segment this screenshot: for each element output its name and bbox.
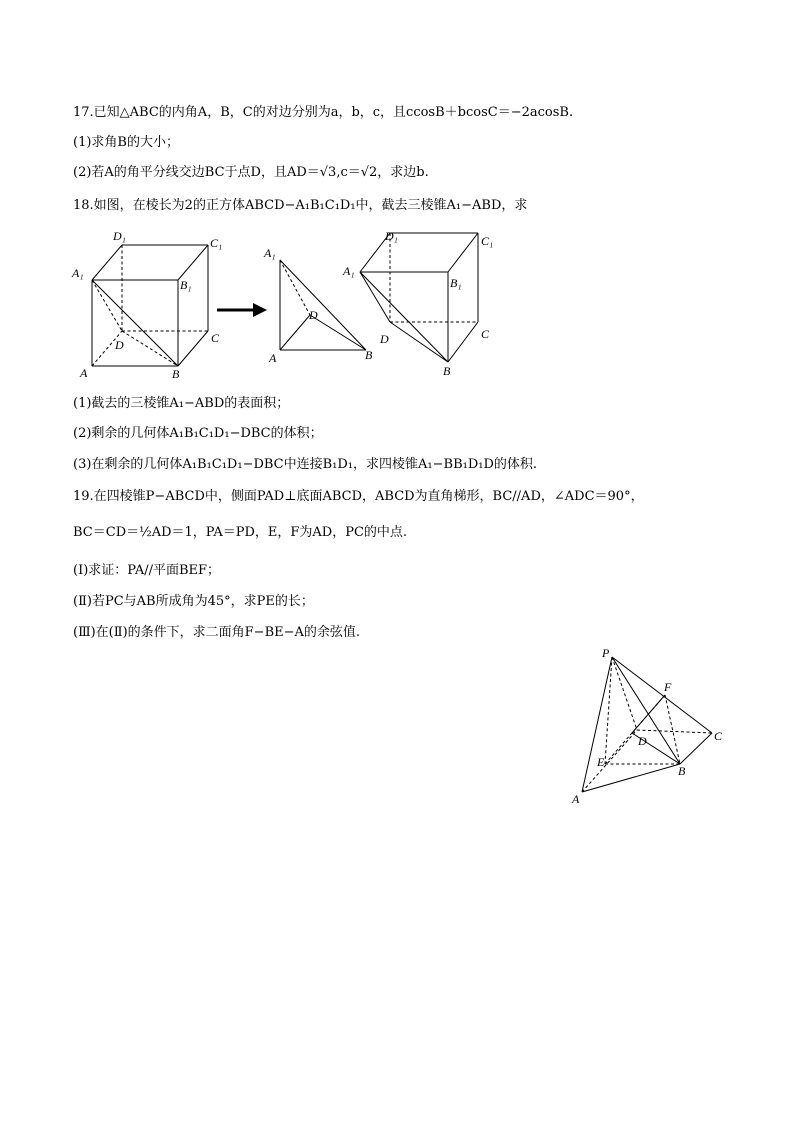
problem-19-part-1: (Ⅰ)求证：PA//平面BEF； [73,563,221,578]
label-d: D [115,338,124,352]
label-a1: A₁ [72,266,84,280]
problem-19-statement: 19.在四棱锥P−ABCD中，侧面PAD⊥底面ABCD，ABCD为直角梯形，BC//AD，∠ADC＝90°， [73,489,644,504]
label-e: E [597,755,605,769]
label-b: B [365,348,373,362]
label-d: D [638,734,647,748]
label-c: C [211,331,220,345]
problem-17-part-1: (1)求角B的大小； [73,135,179,150]
problem-18-part-2: (2)剩余的几何体A₁B₁C₁D₁−DBC的体积； [73,426,323,441]
remaining-solid-figure [340,225,500,380]
label-f: F [664,680,672,694]
cube-figure [70,225,230,380]
label-b: B [443,364,451,378]
label-a: A [572,792,580,806]
label-d1: D₁ [113,229,126,243]
label-c: C [714,729,723,743]
label-a: A [80,366,88,380]
label-a1: A₁ [343,264,355,278]
label-a1: A₁ [264,246,276,260]
problem-18-part-3: (3)在剩余的几何体A₁B₁C₁D₁−DBC中连接B₁D₁，求四棱锥A₁−BB₁D₁D的体积. [73,457,538,472]
label-d: D [309,308,318,322]
problem-19-part-3: (Ⅲ)在(Ⅱ)的条件下，求二面角F−BE−A的余弦值. [73,625,361,640]
label-b1: B₁ [450,276,462,290]
problem-18-statement: 18.如图，在棱长为2的正方体ABCD−A₁B₁C₁D₁中，截去三棱锥A₁−ABD，求 [73,198,528,213]
label-d: D [380,332,389,346]
label-p: P [602,646,610,660]
label-c1: C₁ [210,236,223,250]
label-c1: C₁ [481,234,494,248]
problem-17-statement: 17.已知△ABC的内角A，B，C的对边分别为a，b，c，且ccosB＋bcosC＝−2acosB. [73,105,574,120]
label-c: C [481,327,490,341]
problem-19-part-2: (Ⅱ)若PC与AB所成角为45°，求PE的长； [73,594,314,609]
problem-18-part-1: (1)截去的三棱锥A₁−ABD的表面积； [73,396,290,411]
pyramid-pabcd-figure [565,640,735,810]
label-d1: D₁ [385,229,398,243]
problem-19-conditions: BC＝CD＝½AD＝1，PA＝PD，E，F为AD，PC的中点. [73,525,408,540]
label-a: A [269,351,277,365]
problem-17-part-2: (2)若A的角平分线交边BC于点D，且AD＝√3,c＝√2，求边b. [73,165,429,180]
label-b1: B₁ [180,278,192,292]
label-b: B [678,764,686,778]
label-b: B [172,367,180,380]
